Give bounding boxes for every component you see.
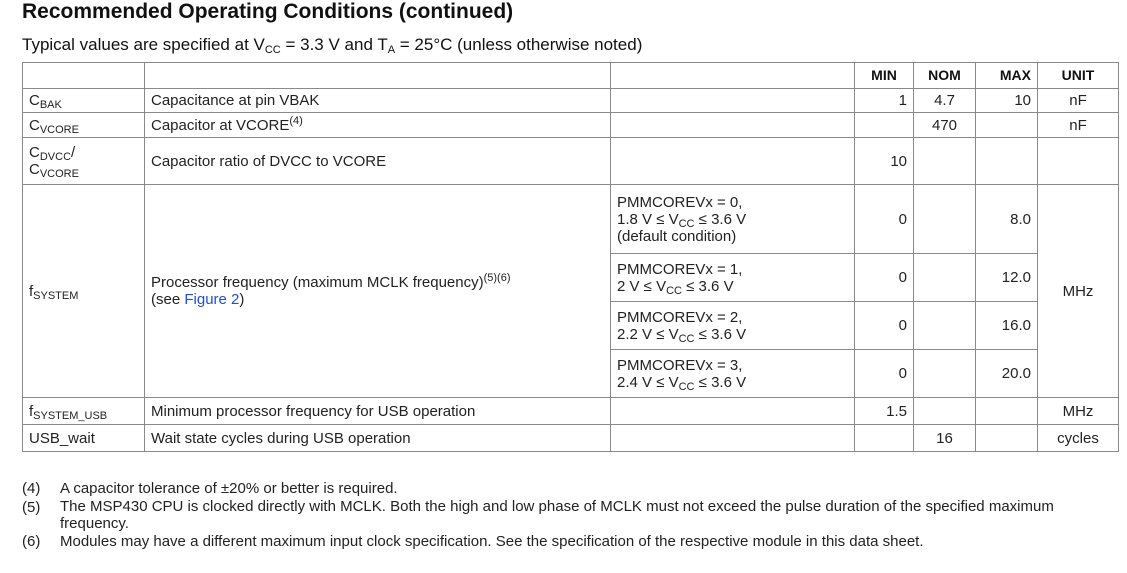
symbol-slash: /	[71, 144, 76, 161]
max-usb-wait	[976, 425, 1038, 452]
max-fsystem-usb	[976, 398, 1038, 425]
footnote-ref-5-6: (5)(6)	[483, 272, 511, 284]
symbol-sub: DVCC	[39, 151, 72, 163]
subtitle-prefix: Typical values are specified at V	[22, 35, 265, 54]
footnote-number: (5)	[22, 499, 41, 516]
param-fsystem-usb: Minimum processor frequency for USB operation	[145, 398, 611, 425]
table-row-fsystem-usb	[23, 398, 1119, 425]
footnote-4	[22, 479, 1112, 498]
min-cbak: 1	[855, 89, 914, 113]
cond-line2-pre: 2 V ≤ V	[617, 277, 667, 295]
max-fsystem-1: 12.0	[976, 254, 1038, 302]
symbol-main: C	[29, 92, 40, 109]
page-title: Recommended Operating Conditions (continued)	[22, 0, 514, 23]
unit-usb-wait: cycles	[1038, 425, 1119, 452]
subtitle-suffix: = 25°C (unless otherwise noted)	[395, 35, 643, 54]
cond-cvcore	[611, 113, 855, 138]
param-cdvcc: Capacitor ratio of DVCC to VCORE	[145, 138, 611, 185]
max-fsystem-2: 16.0	[976, 302, 1038, 350]
table-row-cdvcc	[23, 138, 1119, 185]
nom-fsystem-2	[914, 302, 976, 350]
symbol-sub: VCORE	[39, 123, 79, 136]
symbol-sub: BAK	[39, 99, 62, 111]
param-fsystem	[145, 185, 611, 398]
symbol-main: f	[29, 402, 34, 420]
footnote-6	[22, 532, 1112, 551]
cond-line2-sub: CC	[678, 332, 695, 345]
nom-cdvcc	[914, 138, 976, 185]
symbol-cvcore	[23, 113, 145, 138]
min-fsystem-1: 0	[855, 254, 914, 302]
unit-fsystem: MHz	[1038, 185, 1119, 398]
header-unit: UNIT	[1038, 63, 1119, 89]
nom-cvcore: 470	[914, 113, 976, 138]
param-text: Processor frequency (maximum MCLK frequency)	[151, 274, 484, 291]
header-blank-cond	[611, 63, 855, 89]
param-cvcore	[145, 113, 611, 138]
footnote-text: The MSP430 CPU is clocked directly with MCLK. Both the high and low phase of MCLK must not exceed the pulse duration of the specified maximum frequency.	[60, 498, 1054, 532]
symbol-sub: SYSTEM_USB	[33, 409, 108, 422]
symbol-fsystem	[23, 185, 145, 398]
unit-cbak: nF	[1038, 89, 1119, 113]
footnote-number: (6)	[22, 533, 41, 550]
symbol-main: f	[29, 282, 34, 300]
nom-fsystem-1	[914, 254, 976, 302]
cond-line2-pre: 1.8 V ≤ V	[617, 210, 679, 228]
cond-line1: PMMCOREVx = 2,	[617, 308, 743, 326]
table-row-cbak	[23, 89, 1119, 113]
max-cdvcc	[976, 138, 1038, 185]
unit-cvcore: nF	[1038, 113, 1119, 138]
min-fsystem-0: 0	[855, 185, 914, 254]
cond-fsystem-2	[611, 302, 855, 350]
cond-line1: PMMCOREVx = 3,	[617, 356, 743, 374]
subtitle-ta-sub: A	[387, 44, 396, 56]
cond-line2-post: ≤ 3.6 V	[694, 210, 747, 228]
footnote-number: (4)	[22, 480, 41, 497]
header-min: MIN	[855, 63, 914, 89]
table-row-usb-wait	[23, 425, 1119, 452]
header-blank-param	[145, 63, 611, 89]
figure-2-link[interactable]: Figure 2	[184, 291, 240, 308]
symbol-main: C	[29, 144, 40, 161]
max-fsystem-0: 8.0	[976, 185, 1038, 254]
min-fsystem-3: 0	[855, 350, 914, 398]
symbol-cbak	[23, 89, 145, 113]
cond-line2-sub: CC	[678, 380, 695, 393]
operating-conditions-table	[22, 62, 1119, 452]
subtitle-mid: = 3.3 V and T	[280, 35, 388, 54]
header-max: MAX	[976, 63, 1038, 89]
cond-fsystem-0	[611, 185, 855, 254]
symbol-main: C	[29, 116, 40, 134]
cond-cbak	[611, 89, 855, 113]
cond-line1: PMMCOREVx = 0,	[617, 193, 743, 211]
param-text: Capacitor at VCORE	[151, 116, 290, 134]
cond-line2-pre: 2.2 V ≤ V	[617, 325, 679, 343]
symbol-main-2: C	[29, 161, 40, 178]
symbol-cdvcc	[23, 138, 145, 185]
table-subtitle	[22, 35, 642, 55]
min-fsystem-usb: 1.5	[855, 398, 914, 425]
min-fsystem-2: 0	[855, 302, 914, 350]
cond-line2-sub: CC	[666, 284, 682, 297]
param-see-close: )	[239, 291, 245, 308]
cond-fsystem-3	[611, 350, 855, 398]
cond-line2-post: ≤ 3.6 V	[681, 277, 734, 295]
nom-fsystem-3	[914, 350, 976, 398]
cond-line2-sub: CC	[678, 217, 695, 230]
footnote-ref-4: (4)	[289, 114, 303, 127]
footnote-text: Modules may have a different maximum input clock specification. See the specification of the respective module in this data sheet.	[60, 533, 924, 550]
header-nom: NOM	[914, 63, 976, 89]
min-cvcore	[855, 113, 914, 138]
max-cbak: 10	[976, 89, 1038, 113]
cond-line2-pre: 2.4 V ≤ V	[617, 373, 679, 391]
cond-line3: (default condition)	[617, 227, 737, 245]
symbol-fsystem-usb	[23, 398, 145, 425]
footnote-5	[22, 498, 1112, 532]
nom-usb-wait: 16	[914, 425, 976, 452]
nom-fsystem-usb	[914, 398, 976, 425]
cond-line2-post: ≤ 3.6 V	[694, 373, 747, 391]
min-cdvcc: 10	[855, 138, 914, 185]
cond-line1: PMMCOREVx = 1,	[617, 260, 743, 278]
symbol-sub: SYSTEM	[33, 289, 79, 302]
subtitle-vcc-sub: CC	[264, 44, 281, 56]
nom-fsystem-0	[914, 185, 976, 254]
table-row-cvcore	[23, 113, 1119, 138]
footnote-text: A capacitor tolerance of ±20% or better is required.	[60, 480, 398, 497]
cond-line2-post: ≤ 3.6 V	[694, 325, 747, 343]
param-see-open: (see	[151, 291, 185, 308]
cond-fsystem-1	[611, 254, 855, 302]
cond-fsystem-usb	[611, 398, 855, 425]
symbol-usb-wait: USB_wait	[23, 425, 145, 452]
cond-cdvcc	[611, 138, 855, 185]
max-fsystem-3: 20.0	[976, 350, 1038, 398]
table-row-fsystem-0	[23, 185, 1119, 254]
cond-usb-wait	[611, 425, 855, 452]
nom-cbak: 4.7	[914, 89, 976, 113]
param-cbak: Capacitance at pin VBAK	[145, 89, 611, 113]
min-usb-wait	[855, 425, 914, 452]
footnotes	[22, 479, 1112, 551]
max-cvcore	[976, 113, 1038, 138]
unit-cdvcc	[1038, 138, 1119, 185]
unit-fsystem-usb: MHz	[1038, 398, 1119, 425]
symbol-sub-2: VCORE	[39, 168, 79, 180]
table-header-row	[23, 63, 1119, 89]
header-blank-symbol	[23, 63, 145, 89]
param-usb-wait: Wait state cycles during USB operation	[145, 425, 611, 452]
